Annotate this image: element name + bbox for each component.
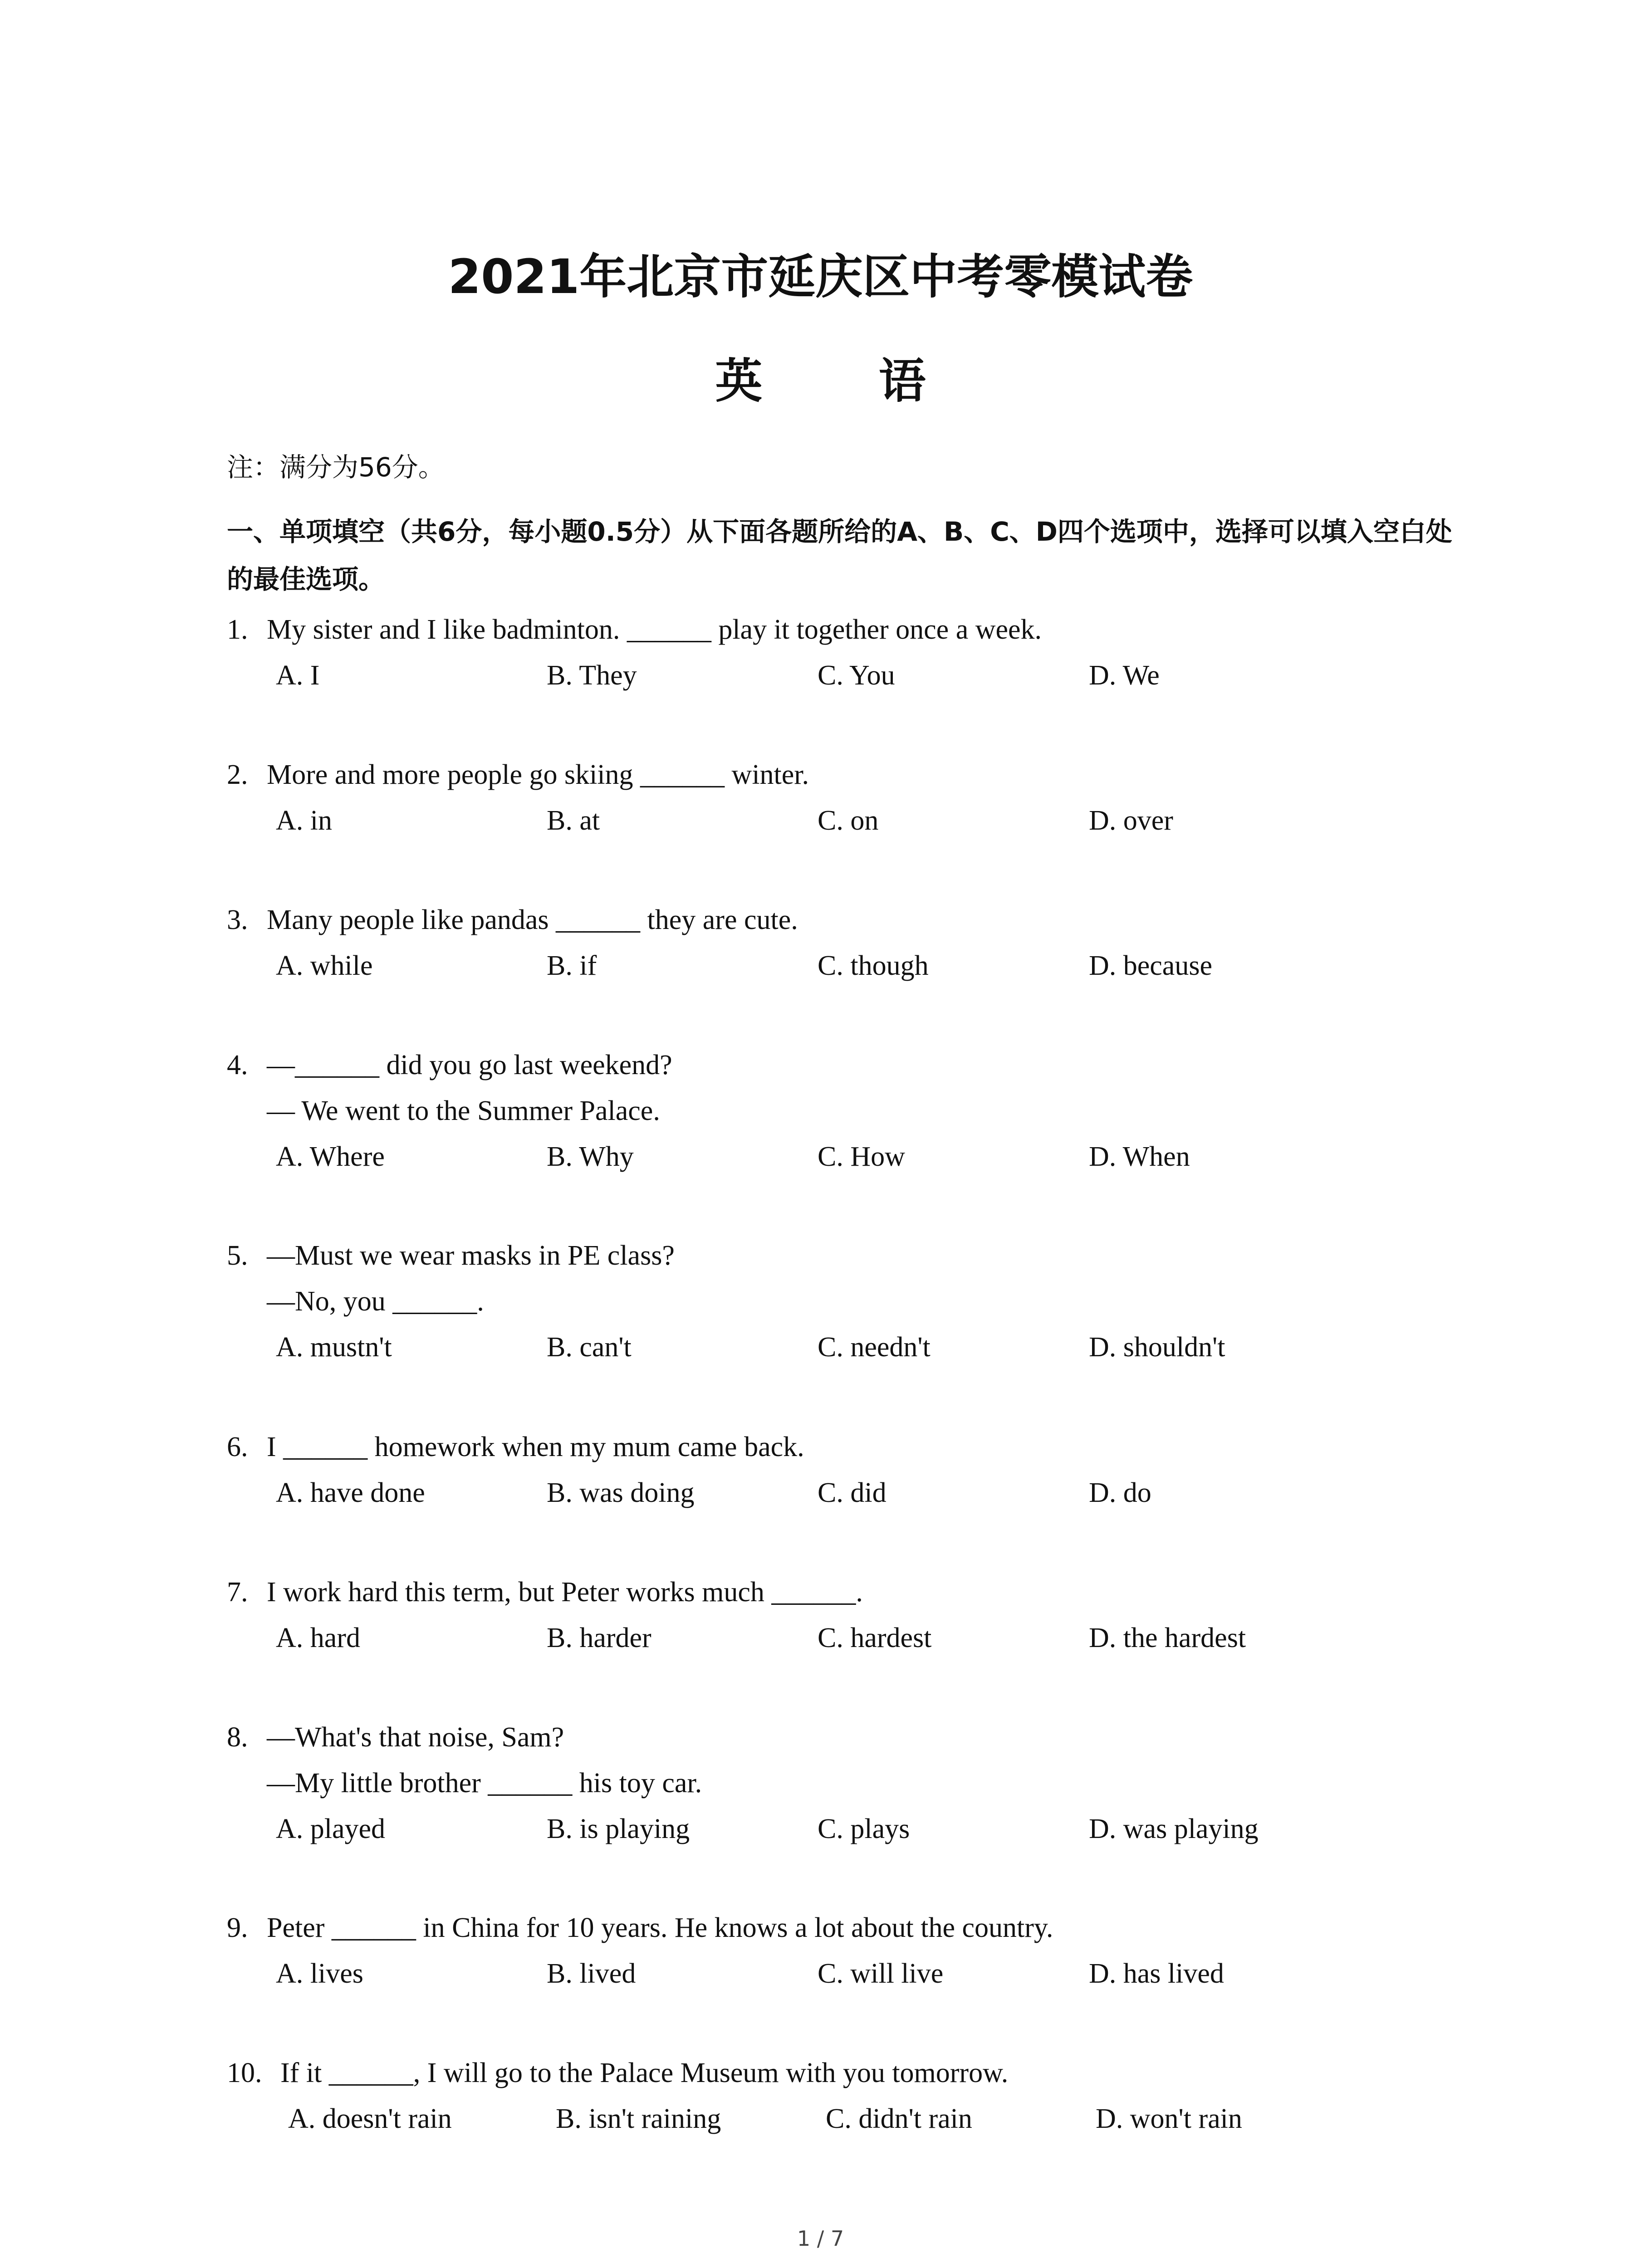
question-text: More and more people go skiing ______ winter. [267,759,809,790]
option-c: C. on [818,805,879,836]
option-d: D. won't rain [1096,2103,1242,2134]
options-row [227,1951,1452,1997]
question-text: Many people like pandas ______ they are cute. [267,904,798,935]
question-text: My sister and I like badminton. ______ play it together once a week. [267,614,1042,645]
option-c: C. didn't rain [826,2103,972,2134]
option-b: B. isn't raining [556,2103,721,2134]
options-row [227,653,1452,699]
question-1 [227,607,1452,699]
question-text: I work hard this term, but Peter works much ______. [267,1577,863,1608]
question-text: Peter ______ in China for 10 years. He knows a lot about the country. [267,1912,1053,1943]
option-c: C. needn't [818,1332,931,1363]
option-d: D. over [1089,805,1173,836]
question-number: 3. [227,904,248,935]
section-heading: 一、单项填空（共6分，每小题0.5分）从下面各题所给的A、B、C、D四个选项中，选择可以填入空白处的最佳选项。 [227,516,1452,595]
question-7 [227,1569,1452,1661]
options-row [227,1325,1452,1370]
question-number: 4. [227,1050,248,1080]
option-c: C. You [818,660,895,691]
option-c: C. plays [818,1813,910,1844]
option-b: B. is playing [547,1813,690,1844]
question-number: 8. [227,1722,248,1753]
question-4 [227,1042,1452,1180]
exam-subject: 英 语 [715,353,976,409]
options-row [227,943,1452,989]
option-a: A. played [276,1813,386,1844]
option-d: D. the hardest [1089,1623,1246,1653]
option-d: D. We [1089,660,1160,691]
question-text-line-2: —No, you ______. [267,1286,484,1317]
question-3 [227,897,1452,989]
option-c: C. hardest [818,1623,932,1653]
options-row [227,1134,1452,1180]
option-d: D. When [1089,1141,1190,1172]
option-b: B. Why [547,1141,634,1172]
question-8 [227,1715,1452,1852]
option-a: A. hard [276,1623,360,1653]
option-a: A. have done [276,1477,425,1508]
score-note: 注：满分为56分。 [227,452,445,483]
option-a: A. Where [276,1141,385,1172]
option-d: D. shouldn't [1089,1332,1225,1363]
question-text-line-2: — We went to the Summer Palace. [267,1095,660,1126]
question-text: If it ______, I will go to the Palace Museum with you tomorrow. [280,2058,1009,2088]
option-a: A. in [276,805,332,836]
option-c: C. How [818,1141,905,1172]
question-number: 9. [227,1912,248,1943]
option-c: C. though [818,950,929,981]
option-d: D. has lived [1089,1958,1224,1989]
question-text: —What's that noise, Sam? [267,1722,564,1753]
option-b: B. They [547,660,637,691]
option-d: D. do [1089,1477,1151,1508]
question-number: 2. [227,759,248,790]
question-text-line-2: —My little brother ______ his toy car. [267,1768,702,1799]
options-row [227,1470,1452,1516]
option-a: A. I [276,660,320,691]
question-text: —Must we wear masks in PE class? [267,1240,675,1271]
question-2 [227,752,1452,844]
options-row [227,798,1452,844]
option-b: B. lived [547,1958,636,1989]
question-number: 10. [227,2058,262,2088]
options-row [227,2096,1452,2142]
question-text: I ______ homework when my mum came back. [267,1432,804,1462]
option-a: A. while [276,950,373,981]
question-10 [227,2050,1452,2142]
option-b: B. at [547,805,600,836]
option-b: B. if [547,950,597,981]
option-d: D. was playing [1089,1813,1259,1844]
option-b: B. was doing [547,1477,695,1508]
exam-title: 2021年北京市延庆区中考零模试卷 [448,249,1193,304]
question-number: 1. [227,614,248,645]
page-number: 1 / 7 [797,2226,844,2251]
option-a: A. doesn't rain [288,2103,452,2134]
option-b: B. can't [547,1332,632,1363]
option-a: A. lives [276,1958,363,1989]
question-text: —______ did you go last weekend? [267,1050,672,1080]
options-row [227,1615,1452,1661]
option-a: A. mustn't [276,1332,392,1363]
option-c: C. will live [818,1958,944,1989]
option-d: D. because [1089,950,1212,981]
question-5 [227,1233,1452,1370]
question-number: 7. [227,1577,248,1608]
question-number: 6. [227,1432,248,1462]
options-row [227,1806,1452,1852]
question-number: 5. [227,1240,248,1271]
option-c: C. did [818,1477,887,1508]
option-b: B. harder [547,1623,652,1653]
question-6 [227,1424,1452,1516]
question-9 [227,1905,1452,1997]
